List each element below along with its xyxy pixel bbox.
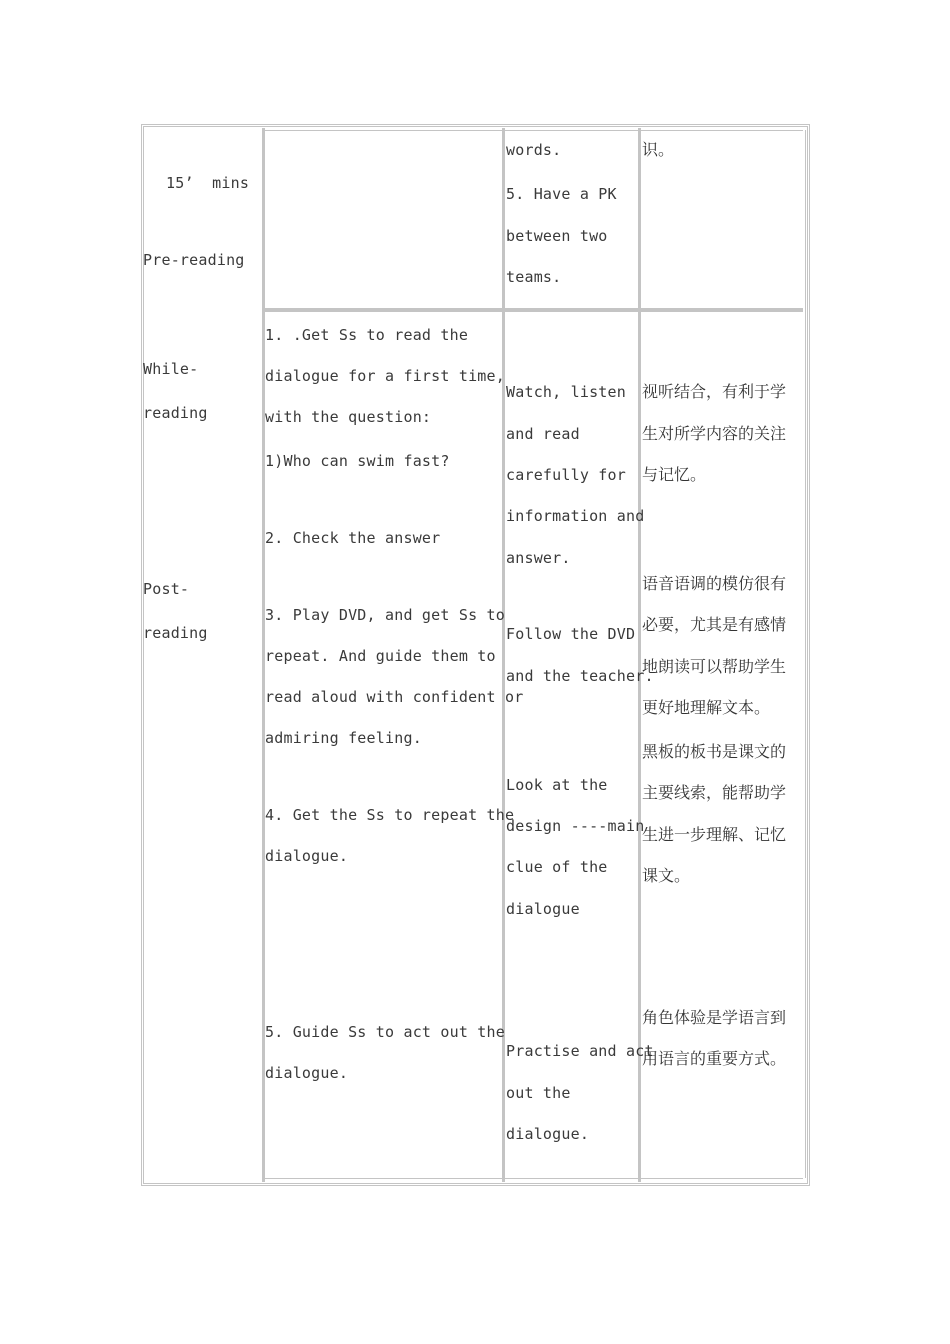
teacher-activity-line: 1. .Get Ss to read the: [265, 326, 469, 344]
student-activity-line: design ----main: [506, 817, 645, 835]
student-activity-line: dialogue: [506, 900, 580, 918]
purpose-line: 生进一步理解、记忆: [642, 825, 787, 844]
purpose-line: 角色体验是学语言到: [642, 1008, 787, 1027]
row-divider: [265, 308, 803, 312]
row1-purpose-line: 识。: [642, 140, 675, 159]
student-activity-line: Look at the: [506, 776, 608, 794]
student-activity-line: and the teacher.: [506, 667, 654, 685]
bottom-inner-line: [265, 1178, 803, 1179]
teacher-activity-line: dialogue for a first time,: [265, 367, 505, 385]
teacher-activity-line: dialogue.: [265, 847, 349, 865]
stage-while-reading-2: reading: [143, 404, 208, 422]
teacher-activity-line: 2. Check the answer: [265, 529, 441, 547]
purpose-line: 地朗读可以帮助学生: [642, 657, 787, 676]
teacher-activity-line: with the question:: [265, 408, 432, 426]
stage-post-reading-2: reading: [143, 624, 208, 642]
row1-student-activity-line: 5. Have a PK: [506, 185, 617, 203]
teacher-activity-line: 1)Who can swim fast?: [265, 452, 450, 470]
teacher-activity-line: admiring feeling.: [265, 729, 422, 747]
student-activity-line: and read: [506, 425, 580, 443]
purpose-line: 语音语调的模仿很有: [642, 574, 787, 593]
teacher-activity-line: dialogue.: [265, 1064, 349, 1082]
stage-pre-reading: Pre-reading: [143, 251, 245, 269]
teacher-activity-line: 3. Play DVD, and get Ss to: [265, 606, 505, 624]
right-inner-line: [805, 130, 806, 1178]
purpose-line: 必要，尤其是有感情: [642, 615, 787, 634]
student-activity-line: dialogue.: [506, 1125, 590, 1143]
column-divider-3: [638, 128, 641, 1182]
student-activity-line: clue of the: [506, 858, 608, 876]
teacher-activity-line: read aloud with confident or: [265, 688, 524, 706]
row1-student-activity-line: teams.: [506, 268, 562, 286]
purpose-line: 生对所学内容的关注: [642, 424, 787, 443]
teacher-activity-line: repeat. And guide them to: [265, 647, 496, 665]
row1-student-activity-line: words.: [506, 141, 562, 159]
student-activity-line: information and: [506, 507, 645, 525]
row1-student-activity-line: between two: [506, 227, 608, 245]
stage-post-reading-1: Post-: [143, 580, 190, 598]
student-activity-line: carefully for: [506, 466, 626, 484]
purpose-line: 用语言的重要方式。: [642, 1049, 787, 1068]
teacher-activity-line: 4. Get the Ss to repeat the: [265, 806, 515, 824]
purpose-line: 黑板的板书是课文的: [642, 742, 787, 761]
student-activity-line: answer.: [506, 549, 571, 567]
time-label: 15’ mins: [166, 174, 250, 192]
purpose-line: 视听结合，有利于学: [642, 382, 787, 401]
student-activity-line: Follow the DVD: [506, 625, 636, 643]
student-activity-line: Watch, listen: [506, 383, 626, 401]
stage-while-reading-1: While-: [143, 360, 199, 378]
student-activity-line: out the: [506, 1084, 571, 1102]
purpose-line: 课文。: [642, 866, 691, 885]
purpose-line: 与记忆。: [642, 465, 707, 484]
purpose-line: 主要线索，能帮助学: [642, 783, 787, 802]
student-activity-line: Practise and act: [506, 1042, 654, 1060]
purpose-line: 更好地理解文本。: [642, 698, 771, 717]
row-top-line: [265, 130, 803, 131]
teacher-activity-line: 5. Guide Ss to act out the: [265, 1023, 505, 1041]
